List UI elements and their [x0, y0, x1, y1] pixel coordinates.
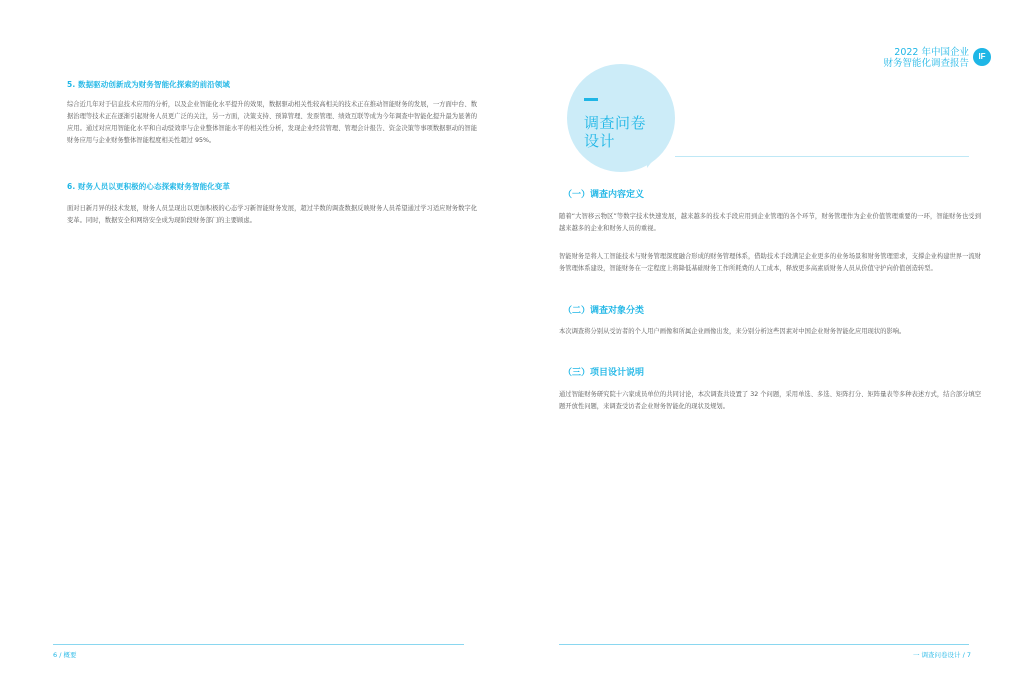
section5-heading: 5. 数据驱动创新成为财务智能化探索的前沿领域 [67, 80, 230, 89]
chapter-bubble-tail [647, 150, 661, 168]
chapter-dash [584, 98, 598, 101]
chapter-title: 调查问卷设计 [584, 114, 647, 150]
footer-left: 6 / 概要 [53, 651, 77, 659]
section2-heading: （二）调查对象分类 [563, 306, 645, 316]
report-header [883, 47, 969, 69]
right-page [512, 0, 1024, 700]
section6-body: 面对日新月异的技术发展，财务人员呈现出以更加积极的心态学习新智能财务发展，超过半数的调查数据反映财务人员希望通过学习适应财务数字化变革。同时，数据安全和网络安全成为现阶段财务部门的主要顾虑。 [67, 205, 477, 224]
report-header-line1: 2022 年中国企业 [894, 47, 969, 58]
section1-heading: （一）调查内容定义 [563, 190, 645, 200]
section2-body: 本次调查将分别从受访者的个人用户画像和所属企业画像出发，来分别分析这些因素对中国企业财务智能化应用现状的影响。 [559, 328, 906, 335]
footer-divider [53, 644, 464, 645]
footer-divider [559, 644, 969, 645]
section6-heading: 6. 财务人员以更积极的心态探索财务智能化变革 [67, 182, 230, 191]
footer-right: 一 调查问卷设计 / 7 [912, 651, 971, 659]
section1-body1: 随着“大智移云物区”等数字技术快速发展，越来越多的技术手段应用到企业管理的各个环节，财务管理作为企业价值管理重要的一环，智能财务也受到越来越多的企业和财务人员的重视。 [559, 213, 981, 232]
section5-body: 综合近几年对于信息技术应用的分析，以及企业智能化水平提升的效果，数据驱动相关性较高相关的技术正在推动智能财务的发展，一方面中台、数据治理等技术正在逐渐引起财务人员更广泛的关注，另一方面，决策支持、预算管理、发票管理、绩效互联等成为今年调查中智能化提升最为显著的应用。通过对应用智能化水平和自动驳效率与企业整体智能水平的相关性分析，发现企业经营管理、管理会计报告、资金决策等事项数据驱动的智能财务应用与企业财务整体智能程度相关性超过 95%。 [67, 101, 477, 144]
section3-heading: （三）项目设计说明 [563, 368, 645, 378]
section1-body2: 智能财务是将人工智能技术与财务管理深度融合形成的财务管理体系，借助技术手段满足企业更多的业务场景和财务管理需求，支撑企业构建世界一流财务管理体系建设，智能财务在一定程度上将降低基础财务工作所耗费的人工成本，释放更多高素质财务人员从价值守护向价值创造转型。 [559, 253, 981, 272]
brand-badge: IF [973, 48, 991, 66]
report-header-line2: 财务智能化调查报告 [883, 58, 969, 69]
chapter-divider [675, 156, 969, 157]
section3-body: 通过智能财务研究院十六家成员单位的共同讨论，本次调查共设置了 32 个问题，采用单选、多选、矩阵打分、矩阵量表等多种表述方式，结合部分填空题开放性问题，来调查受访者企业财务智能化的现状及规划。 [559, 391, 981, 410]
